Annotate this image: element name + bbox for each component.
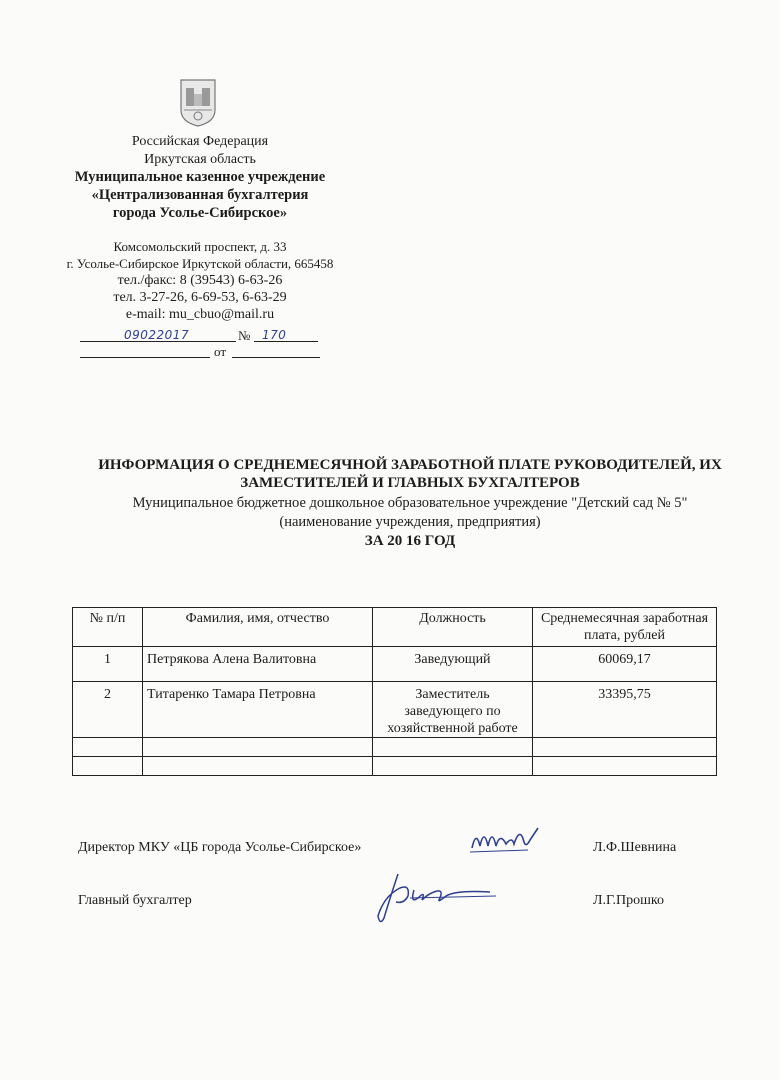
table-row xyxy=(73,682,717,738)
document-title-line2: ЗАМЕСТИТЕЛЕЙ И ГЛАВНЫХ БУХГАЛТЕРОВ xyxy=(240,475,580,491)
director-title: Директор МКУ «ЦБ города Усолье-Сибирское» xyxy=(78,840,362,855)
phone-fax: тел./факс: 8 (39543) 6-63-26 xyxy=(117,273,283,288)
coat-of-arms-icon xyxy=(178,76,218,128)
director-name: Л.Ф.Шевнина xyxy=(593,840,677,855)
ref-line xyxy=(80,357,210,358)
header-position: Должность xyxy=(373,608,533,647)
accountant-title: Главный бухгалтер xyxy=(78,893,192,908)
empty-cell xyxy=(143,738,373,757)
number-label: № xyxy=(238,328,251,343)
institution-name: Муниципальное бюджетное дошкольное образовательное учреждение "Детский сад № 5" xyxy=(132,495,688,511)
address-line1: Комсомольский проспект, д. 33 xyxy=(113,239,287,254)
director-signature-icon xyxy=(468,822,548,858)
row-salary: 60069,17 xyxy=(533,647,717,682)
org-name-line2: «Централизованная бухгалтерия xyxy=(91,187,309,203)
empty-cell xyxy=(533,738,717,757)
org-name-line3: города Усолье-Сибирское» xyxy=(112,205,288,221)
report-period: ЗА 20 16 ГОД xyxy=(364,533,456,549)
registration-number: 170 xyxy=(262,328,287,342)
table-row xyxy=(73,647,717,682)
header-salary: Среднемесячная заработная плата, рублей xyxy=(533,608,717,647)
table-header-row xyxy=(73,608,717,647)
from-line xyxy=(232,357,320,358)
header-num: № п/п xyxy=(73,608,143,647)
empty-cell xyxy=(73,757,143,776)
country: Российская Федерация xyxy=(131,134,269,149)
row-num: 2 xyxy=(73,682,143,738)
org-name-line1: Муниципальное казенное учреждение xyxy=(74,169,326,185)
row-position: Заведующий xyxy=(373,647,533,682)
empty-cell xyxy=(533,757,717,776)
table-row-empty xyxy=(73,757,717,776)
salary-table xyxy=(72,607,717,776)
institution-caption: (наименование учреждения, предприятия) xyxy=(279,514,541,530)
header-name: Фамилия, имя, отчество xyxy=(143,608,373,647)
phones: тел. 3-27-26, 6-69-53, 6-63-29 xyxy=(113,290,287,305)
email: e-mail: mu_cbuo@mail.ru xyxy=(125,307,275,322)
accountant-name: Л.Г.Прошко xyxy=(593,893,664,908)
empty-cell xyxy=(373,757,533,776)
row-salary: 33395,75 xyxy=(533,682,717,738)
row-name: Петрякова Алена Валитовна xyxy=(143,647,373,682)
address-line2: г. Усолье-Сибирское Иркутской области, 665458 xyxy=(66,256,334,271)
region: Иркутская область xyxy=(144,152,256,167)
from-label: от xyxy=(214,344,227,359)
row-name: Титаренко Тамара Петровна xyxy=(143,682,373,738)
table-row-empty xyxy=(73,738,717,757)
row-num: 1 xyxy=(73,647,143,682)
empty-cell xyxy=(373,738,533,757)
registration-date: 09022017 xyxy=(124,328,190,342)
empty-cell xyxy=(73,738,143,757)
empty-cell xyxy=(143,757,373,776)
row-position: Заместитель заведующего по хозяйственной работе xyxy=(373,682,533,738)
accountant-signature-icon xyxy=(370,868,500,928)
document-title-line1: ИНФОРМАЦИЯ О СРЕДНЕМЕСЯЧНОЙ ЗАРАБОТНОЙ ПЛАТЕ РУКОВОДИТЕЛЕЙ, ИХ xyxy=(98,457,722,473)
